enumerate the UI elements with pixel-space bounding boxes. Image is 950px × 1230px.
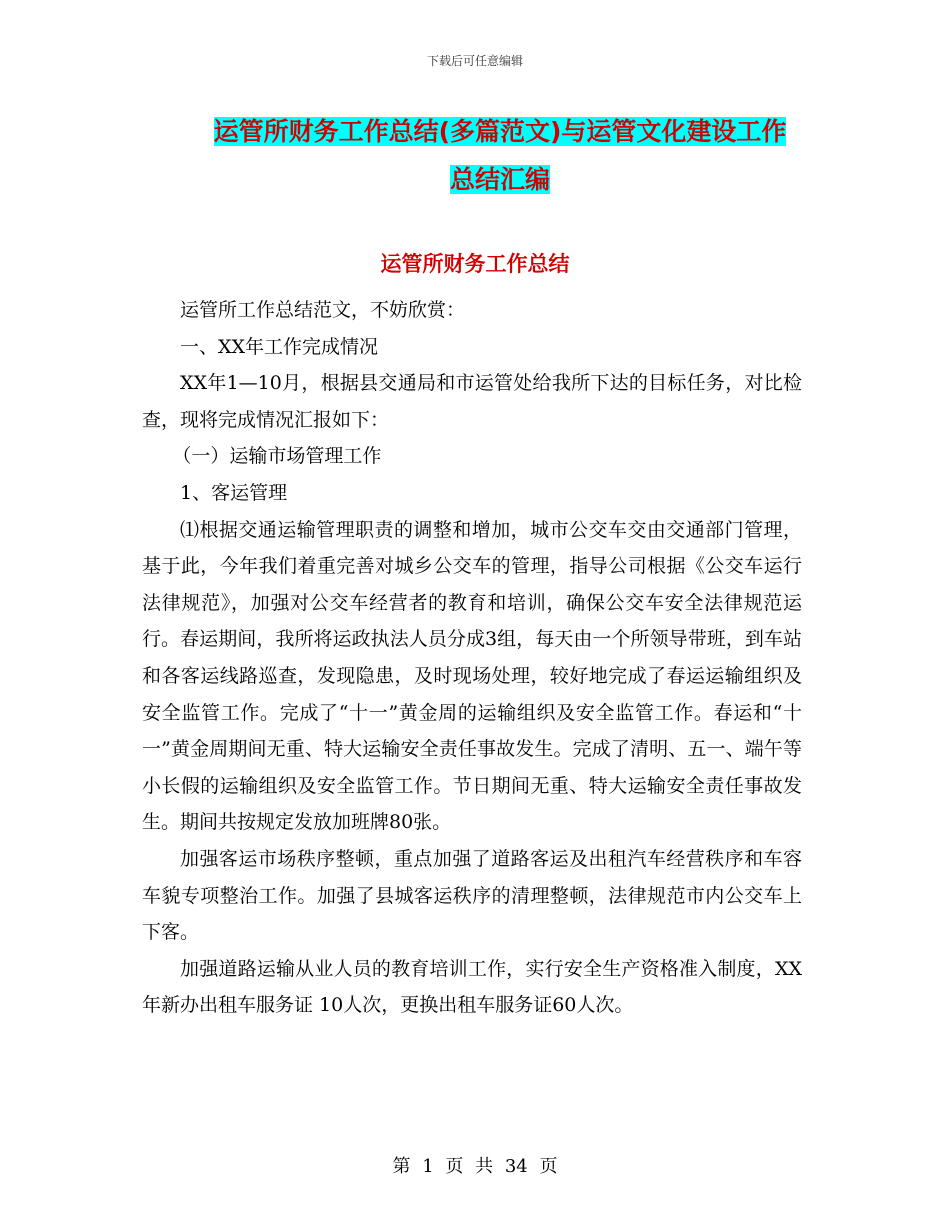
paragraph-intro: 运管所工作总结范文，不妨欣赏： <box>180 299 466 321</box>
document-title <box>150 108 850 204</box>
document-body <box>142 292 802 1024</box>
paragraph-market-order: 加强客运市场秩序整顿，重点加强了道路客运及出租汽车经营秩序和车容车貌专项整治工作。加强了县城客运秩序的清理整顿，法律规范市内公交车上下客。 <box>142 847 802 944</box>
paragraph-overview: XX年1—10月，根据县交通局和市运管处给我所下达的目标任务，对比检查，现将完成情况汇报如下： <box>142 372 802 431</box>
heading-work-completion: 一、XX年工作完成情况 <box>180 335 379 358</box>
page-footer: 第 1 页 共 34 页 <box>392 1156 558 1177</box>
document-title-line1: 运管所财务工作总结(多篇范文)与运管文化建设工作 <box>213 117 787 146</box>
subheading-market-management: （一）运输市场管理工作 <box>172 445 382 468</box>
paragraph-staff-training: 加强道路运输从业人员的教育培训工作，实行安全生产资格准入制度，XX年新办出租车服务证 10人次，更换出租车服务证60人次。 <box>142 957 802 1017</box>
section-title: 运管所财务工作总结 <box>380 252 570 276</box>
subheading-passenger-transport: 1、客运管理 <box>180 481 288 504</box>
page-header-note: 下载后可任意编辑 <box>426 54 523 68</box>
document-title-line2: 总结汇编 <box>449 165 550 194</box>
paragraph-passenger-details: ⑴根据交通运输管理职责的调整和增加，城市公交车交由交通部门管理，基于此，今年我们着重完善对城乡公交车的管理，指导公司根据《公交车运行法律规范》，加强对公交车经营者的教育和培训，确保公交车安全法律规范运行。春运期间，我所将运政执法人员分成3组，每天由一个所领导带班，到车站和各客运线路巡查，发现隐患，及时现场处理，较好地完成了春运运输组织及安全监管工作。完成了“十一”黄金周的运输组织及安全监管工作。春运和“十一”黄金周期间无重、特大运输安全责任事故发生。完成了清明、五一、端午等小长假的运输组织及安全监管工作。节日期间无重、特大运输安全责任事故发生。期间共按规定发放加班牌80张。 <box>142 518 802 834</box>
